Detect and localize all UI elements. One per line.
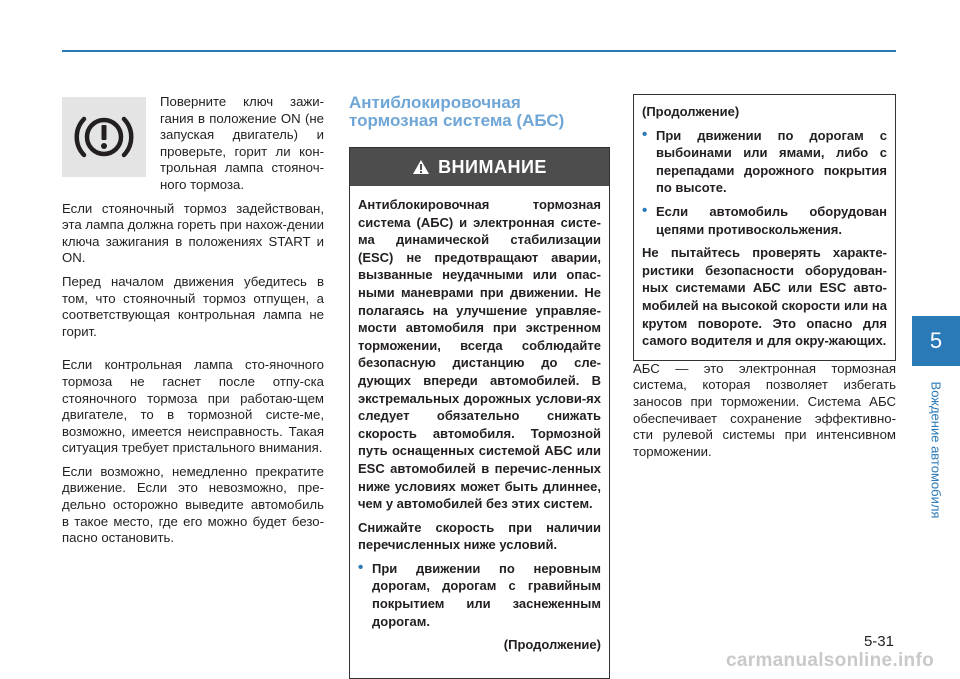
warning-body [350, 186, 609, 678]
intro-paragraph: Поверните ключ зажи-гания в положение ON (не запуская двигатель) и проверьте, горит ли кон-трольная лампа стояноч-ного тормоза. [160, 94, 324, 192]
warning-box [349, 147, 610, 679]
column-abs-warning [349, 94, 610, 679]
paragraph: Если стояночный тормоз задействован, эта лампа должна гореть при нахож-дении ключа зажигания в положениях START и ON. [62, 200, 324, 266]
continued-warning-box [633, 94, 896, 361]
paragraph: Если контрольная лампа сто-яночного тормоза не гаснет после отпу-ска стояночного тормоза при работаю-щем двигателе, то в тормозной систе-ме, возможно, имеется неисправность. Такая ситуация требует пристального внимания. [62, 357, 324, 456]
warning-bullet: • При движении по дорогам с выбоинами или ямами, либо с перепадами дорожного покрытия по высоте. [642, 127, 887, 197]
continued-label: (Продолжение) [642, 104, 740, 119]
warning-triangle-icon [412, 159, 430, 175]
paragraph: Если возможно, немедленно прекратите движение. Если это невозможно, пре-дельно осторожно выведите автомобиль в такое место, где его можно будет безо-пасно остановить. [62, 463, 324, 546]
brake-warning-icon [74, 111, 134, 163]
column-parking-brake [62, 94, 324, 554]
chapter-title: Вождение автомобиля [928, 381, 944, 519]
continued-label: (Продолжение) [503, 637, 601, 653]
warning-bullet: • Если автомобиль оборудован цепями противоскольжения. [642, 203, 887, 238]
section-title: Антиблокировочная тормозная система (АБС) [349, 93, 565, 130]
chapter-tab[interactable] [912, 316, 960, 366]
watermark: carmanualsonline.info [726, 650, 934, 671]
top-rule [62, 50, 896, 52]
abs-description: АБС — это электронная тормозная система, которая позволяет избегать заносов при торможении. Система АБС обеспечивает сохранение эффективно-сти рулевой системы при интенсивном торможении. [633, 360, 896, 459]
warning-paragraph: Антиблокировочная тормозная система (АБС) и электронная систе-ма динамической стабилизации (ESC) не предотвращают аварии, вызванные неудачными или опас-ными маневрами при движении. Не полагаясь на улучшение управляе-мости автомобиля при экстренном торможении, всегда соблюдайте безопасную дистанцию до сле-дующих впереди автомобилей. В экстремальных дорожных услови-ях следует обязательно снижать скорость автомобиля. Тормозной путь оснащенных системой АБС или ESC автомобилей в перечис-ленных ниже условиях может быть длиннее, чем у автомобилей без этих систем. [358, 197, 601, 512]
page-number: 5-31 [863, 633, 894, 650]
brake-warning-icon-box [62, 97, 146, 177]
chapter-title-container [912, 370, 960, 530]
warning-header-text: ВНИМАНИЕ [438, 156, 547, 177]
paragraph: Перед началом движения убедитесь в том, что стояночный тормоз отпущен, а соответствующая контрольная лампа не горит. [62, 273, 324, 339]
warning-paragraph: Снижайте скорость при наличии перечисленных ниже условий. [358, 519, 601, 553]
chapter-number: 5 [929, 328, 943, 353]
warning-paragraph: Не пытайтесь проверять характе-ристики безопасности оборудован-ных системами АБС или ESC авто-мобилей на высокой скорости или на крутом повороте. Это опасно для самого водителя и для окру-жающих. [642, 245, 887, 349]
warning-header [350, 148, 609, 186]
column-abs-description [633, 94, 896, 467]
warning-bullet: • При движении по неровным дорогам, дорогам с гравийным покрытием или заснеженным дорогам. [358, 560, 601, 630]
